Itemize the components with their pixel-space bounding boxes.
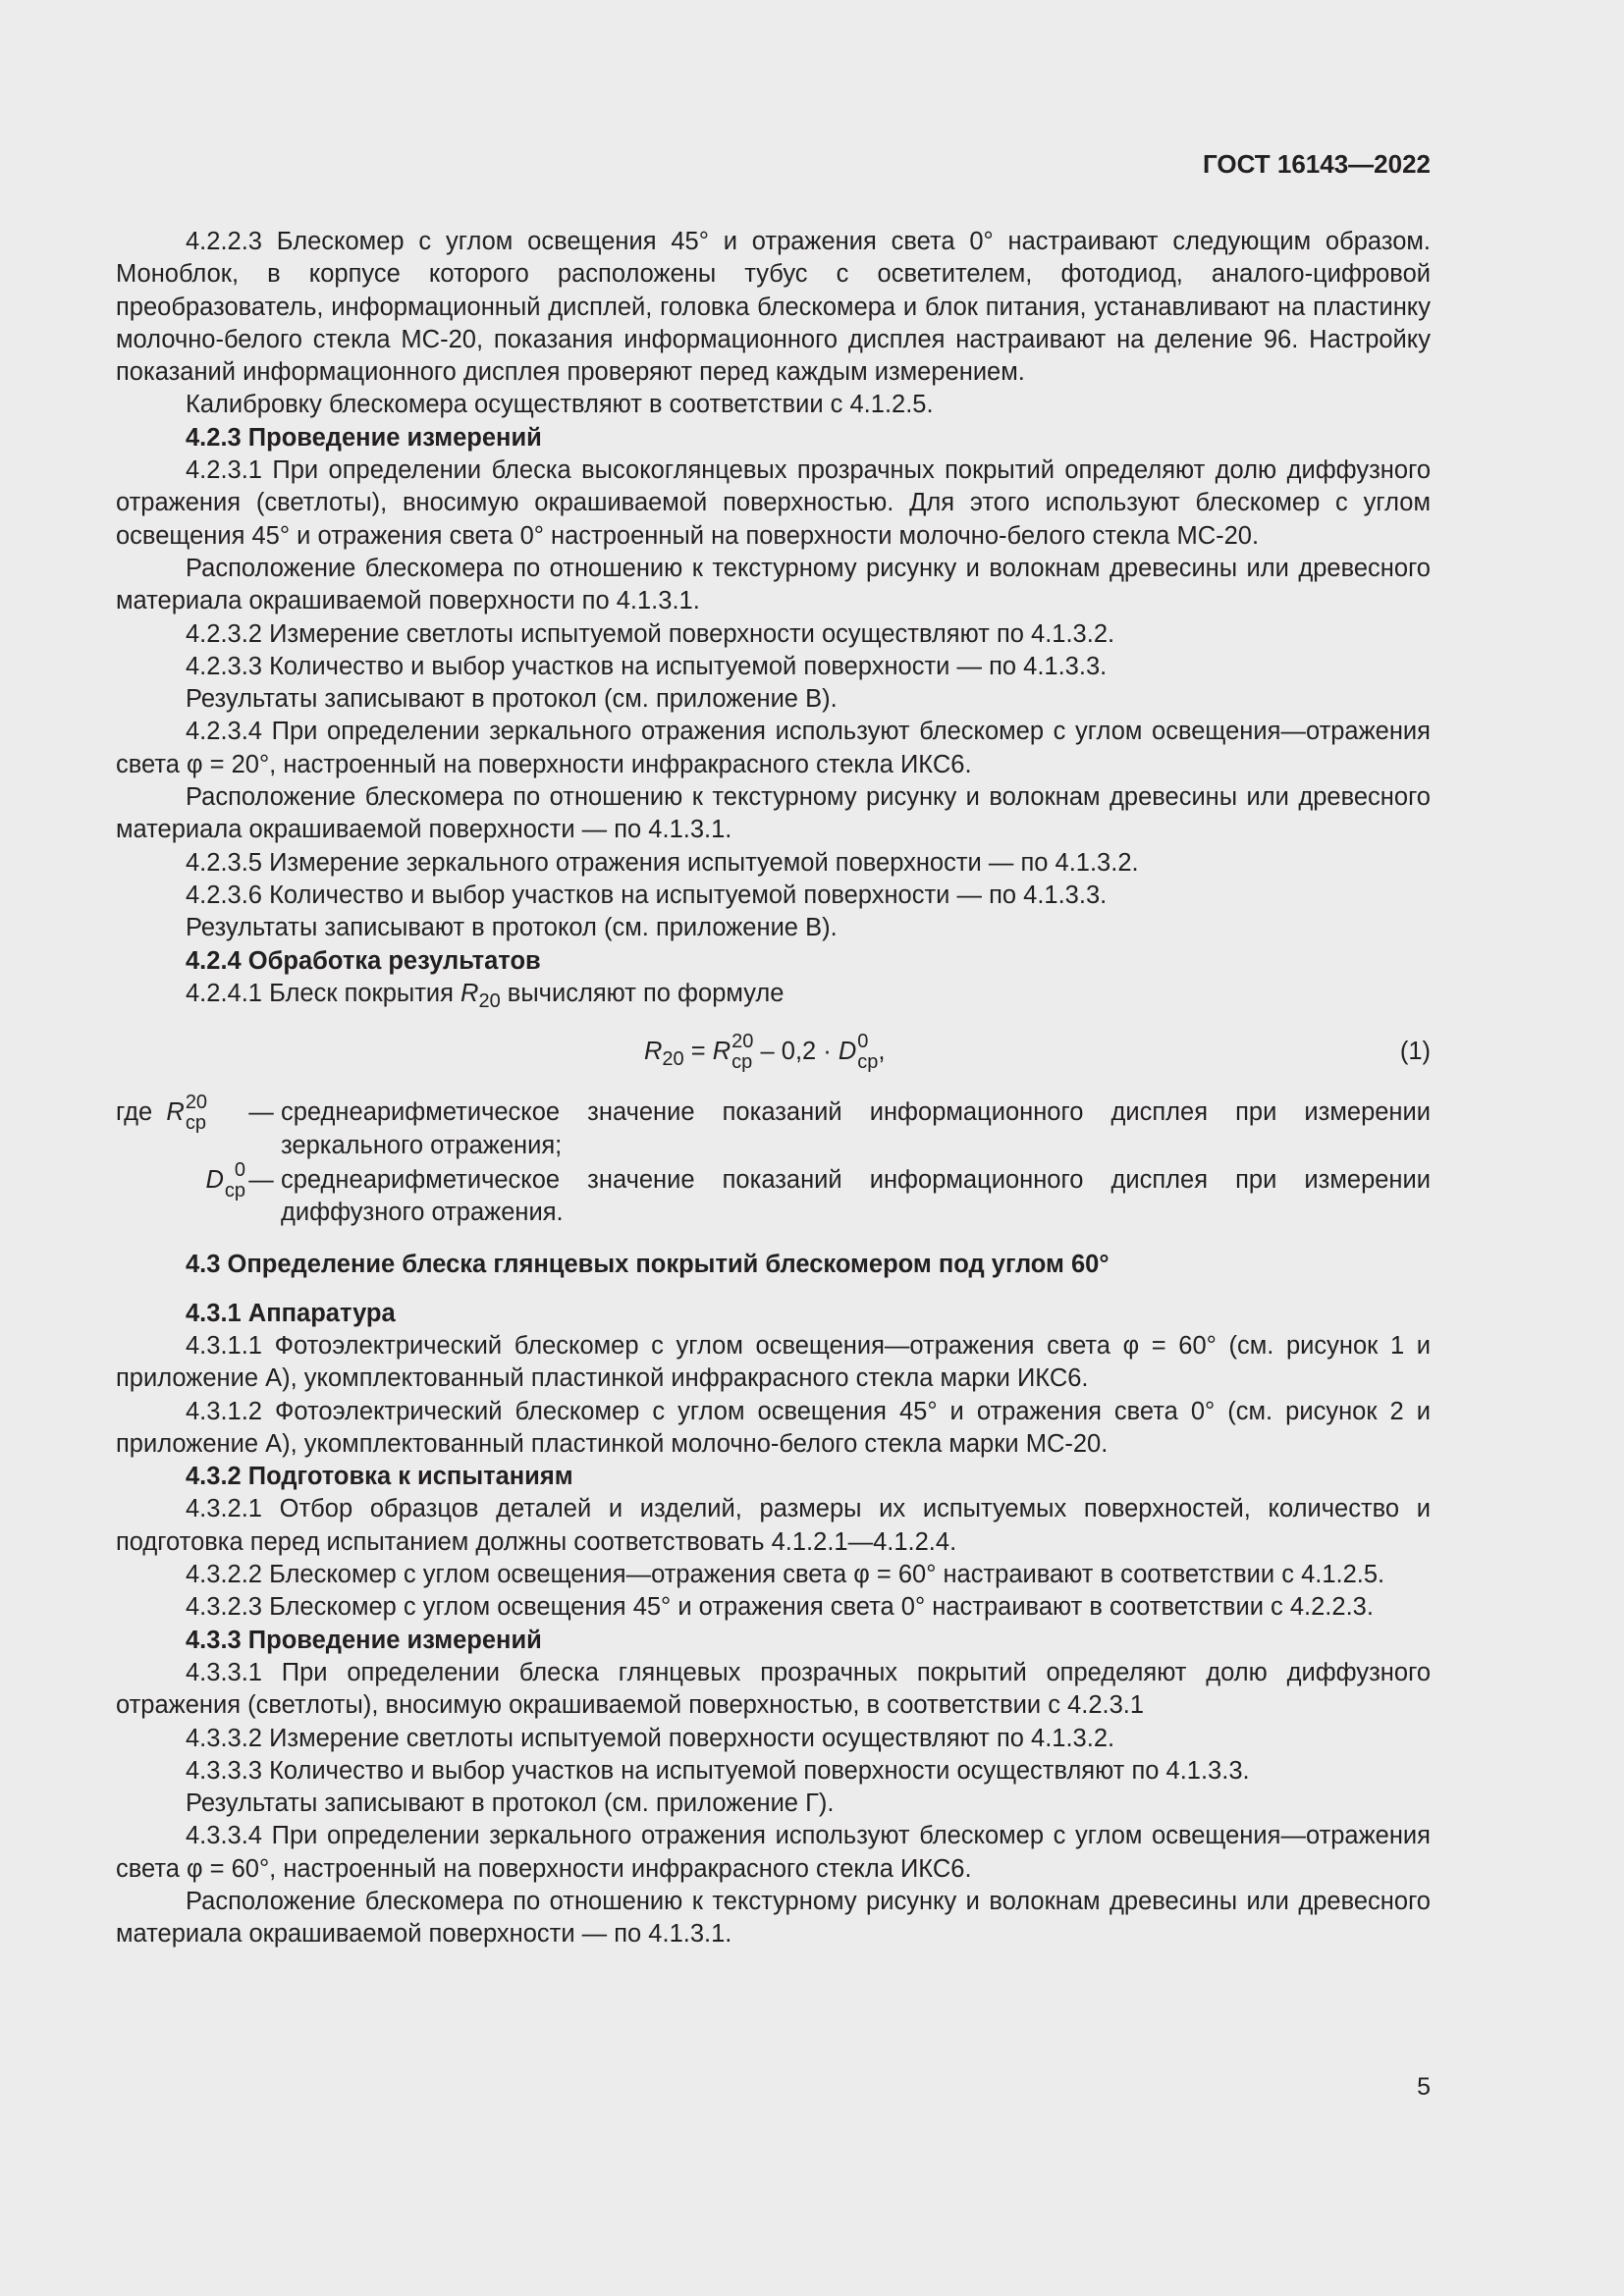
paragraph: Результаты записывают в протокол (см. приложение Г).	[186, 1789, 835, 1818]
formula-superscript: 0	[857, 1031, 869, 1053]
legend-row	[116, 1159, 1431, 1230]
formula-symbol: R	[166, 1098, 185, 1127]
legend-symbol	[116, 1092, 245, 1135]
paragraph: 4.2.3.2 Измерение светлоты испытуемой поверхности осуществляют по 4.1.3.2.	[186, 619, 1115, 648]
formula-operator: – 0,2 ·	[753, 1038, 839, 1066]
formula-punctuation: ,	[878, 1038, 886, 1066]
paragraph: Результаты записывают в протокол (см. приложение В).	[186, 685, 838, 714]
section-heading: 4.3.2 Подготовка к испытаниям	[186, 1463, 573, 1491]
legend-label: где	[116, 1098, 153, 1127]
paragraph: 4.3.1.1 Фотоэлектрический блескомер с углом освещения—отражения света φ = 60° (см. рисунок 1 и приложение А), укомплектованный пластинкой инфракрасного стекла марки ИКС6.	[116, 1332, 1431, 1393]
paragraph: 4.3.3.3 Количество и выбор участков на испытуемой поверхности осуществляют по 4.1.3.3.	[186, 1756, 1250, 1785]
section-heading: 4.2.4 Обработка результатов	[186, 946, 541, 975]
paragraph: 4.2.3.5 Измерение зеркального отражения испытуемой поверхности — по 4.1.3.2.	[186, 848, 1139, 877]
formula-superscript: 0	[234, 1159, 245, 1182]
formula-subscript: ср	[731, 1051, 753, 1074]
formula-indices	[731, 1031, 754, 1074]
page-number: 5	[1417, 2073, 1431, 2101]
paragraph: 4.3.3.2 Измерение светлоты испытуемой поверхности осуществляют по 4.1.3.2.	[186, 1724, 1115, 1752]
formula-subscript: ср	[857, 1051, 879, 1074]
paragraph-text: вычисляют по формуле	[500, 979, 785, 1007]
formula-symbol: D	[838, 1038, 857, 1066]
legend-symbol	[116, 1159, 245, 1202]
paragraph: Расположение блескомера по отношению к текстурному рисунку и волокнам древесины или древесного материала окрашиваемой поверхности — по 4.1.3.1.	[116, 783, 1431, 844]
formula-indices	[857, 1031, 879, 1074]
paragraph: 4.2.3.1 При определении блеска высокоглянцевых прозрачных покрытий определяют долю диффузного отражения (светлоты), вносимую окрашиваемой поверхностью. Для этого используют блескомер с углом освещения 45° и отражения света 0° настроенный на поверхности молочно-белого стекла МС-20.	[116, 456, 1431, 550]
document-header: ГОСТ 16143—2022	[1203, 149, 1431, 179]
paragraph	[116, 978, 1431, 1018]
formula-subscript: ср	[224, 1180, 245, 1202]
paragraph: Расположение блескомера по отношению к текстурному рисунку и волокнам древесины или древесного материала окрашиваемой поверхности — по 4.1.3.1.	[116, 1888, 1431, 1949]
formula-legend	[116, 1092, 1431, 1229]
paragraph: 4.3.2.2 Блескомер с углом освещения—отражения света φ = 60° настраивают в соответствии с 4.1.2.5.	[186, 1561, 1385, 1589]
section-heading: 4.3.1 Аппаратура	[186, 1299, 396, 1327]
formula-indices	[224, 1159, 245, 1202]
paragraph: Калибровку блескомера осуществляют в соответствии с 4.1.2.5.	[186, 391, 934, 419]
formula-symbol: R	[644, 1038, 663, 1066]
formula-superscript: 20	[185, 1092, 208, 1114]
legend-text: среднеарифметическое значение показаний информационного дисплея при измерении диффузного отражения.	[281, 1165, 1431, 1227]
legend-row	[116, 1092, 1431, 1162]
formula-symbol: R	[712, 1038, 731, 1066]
paragraph-text: 4.2.4.1 Блеск покрытия	[186, 979, 461, 1007]
formula-symbol: R	[460, 979, 479, 1007]
section-heading: 4.2.3 Проведение измерений	[186, 423, 542, 452]
formula-operator: =	[683, 1038, 713, 1066]
paragraph: 4.3.2.3 Блескомер с углом освещения 45° и отражения света 0° настраивают в соответствии с 4.2.2.3.	[186, 1593, 1374, 1622]
paragraph: 4.2.3.3 Количество и выбор участков на испытуемой поверхности — по 4.1.3.3.	[186, 652, 1108, 680]
formula-indices	[185, 1092, 208, 1135]
paragraph: Расположение блескомера по отношению к текстурному рисунку и волокнам древесины или древесного материала окрашиваемой поверхности по 4.1.3.1.	[116, 554, 1431, 615]
formula-subscript: 20	[478, 989, 501, 1012]
paragraph: 4.2.3.6 Количество и выбор участков на испытуемой поверхности — по 4.1.3.3.	[186, 881, 1108, 909]
paragraph: 4.3.1.2 Фотоэлектрический блескомер с углом освещения 45° и отражения света 0° (см. рисунок 2 и приложение А), укомплектованный пластинкой молочно-белого стекла марки МС-20.	[116, 1397, 1431, 1458]
formula-subscript: 20	[662, 1048, 684, 1071]
formula-number: (1)	[1399, 1038, 1431, 1066]
formula-subscript: ср	[185, 1112, 206, 1135]
formula-block	[116, 1024, 1431, 1089]
paragraph: 4.3.3.4 При определении зеркального отражения используют блескомер с углом освещения—отражения света φ = 60°, настроенный на поверхности инфракрасного стекла ИКС6.	[116, 1822, 1431, 1883]
paragraph: Результаты записывают в протокол (см. приложение В).	[186, 914, 838, 942]
document-body	[116, 226, 1431, 1951]
section-heading: 4.3 Определение блеска глянцевых покрытий блескомером под углом 60°	[186, 1251, 1110, 1279]
formula	[644, 1031, 886, 1076]
formula-symbol: D	[205, 1165, 224, 1194]
legend-dash: —	[248, 1098, 274, 1127]
formula-superscript: 20	[731, 1031, 754, 1053]
paragraph: 4.2.2.3 Блескомер с углом освещения 45° и отражения света 0° настраивают следующим образом. Моноблок, в корпусе которого расположены тубус с осветителем, фотодиод, аналого-цифровой преобразователь, информационный дисплей, головка блескомера и блок питания, устанавливают на пластинку молочно-белого стекла МС-20, показания информационного дисплея настраивают на деление 96. Настройку показаний информационного дисплея проверяют перед каждым измерением.	[116, 228, 1431, 387]
paragraph: 4.2.3.4 При определении зеркального отражения используют блескомер с углом освещения—отражения света φ = 20°, настроенный на поверхности инфракрасного стекла ИКС6.	[116, 718, 1431, 778]
paragraph: 4.3.2.1 Отбор образцов деталей и изделий, размеры их испытуемых поверхностей, количество и подготовка перед испытанием должны соответствовать 4.1.2.1—4.1.2.4.	[116, 1495, 1431, 1556]
legend-text: среднеарифметическое значение показаний информационного дисплея при измерении зеркального отражения;	[281, 1098, 1431, 1159]
paragraph: 4.3.3.1 При определении блеска глянцевых прозрачных покрытий определяют долю диффузного отражения (светлоты), вносимую окрашиваемой поверхностью, в соответствии с 4.2.3.1	[116, 1658, 1431, 1720]
legend-dash: —	[248, 1165, 274, 1194]
section-heading: 4.3.3 Проведение измерений	[186, 1626, 542, 1654]
